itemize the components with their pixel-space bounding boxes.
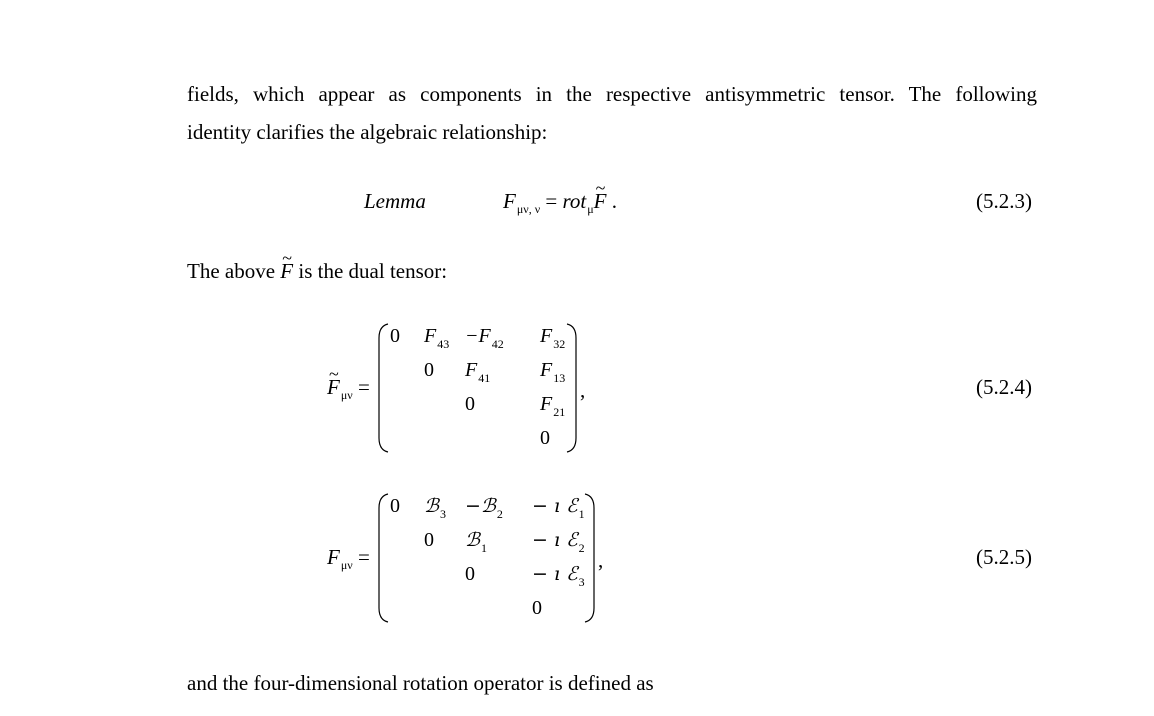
field-cell-r1-c1: 0 <box>390 495 400 517</box>
lemma-lhs-sub: μν, ν <box>516 202 541 216</box>
dual-cell-r1-c4: $F_{32}$ <box>540 325 566 351</box>
closing-line: and the four-dimensional rotation operator is defined as <box>187 671 654 695</box>
field-lhs <box>327 545 370 573</box>
dual-cell-r2-c3: $F_{41}$ <box>465 359 491 385</box>
field-cell-r4-c4: 0 <box>532 597 542 619</box>
dual-left-bracket <box>376 322 390 454</box>
dual-cell-r1-c1: 0 <box>390 325 400 347</box>
dual-sentence-post: is the dual tensor: <box>298 259 448 283</box>
dual-cell-r1-c2: $F_{43}$ <box>424 325 450 351</box>
lemma-equals: = <box>545 189 558 213</box>
lemma-label: Lemma <box>364 189 426 213</box>
dual-sentence-symbol: ~ F <box>280 259 293 284</box>
dual-sentence <box>187 259 447 284</box>
dual-lhs <box>327 375 370 403</box>
field-right-bracket <box>583 492 597 624</box>
field-cell-r1-c4: − ı ℰ$_1$ <box>532 495 585 521</box>
field-cell-r1-c3: −ℬ$_2$ <box>465 495 503 521</box>
dual-cell-r3-c3: 0 <box>465 393 475 415</box>
lemma-rot: rot <box>562 189 587 213</box>
field-equals: = <box>357 545 370 569</box>
dual-cell-r1-c3: $-F_{42}$ <box>465 325 504 351</box>
field-cell-r2-c2: 0 <box>424 529 434 551</box>
lemma-rot-sub: μ <box>587 202 594 216</box>
field-cell-r2-c4: − ı ℰ$_2$ <box>532 529 585 555</box>
lemma-period: . <box>611 189 617 213</box>
equation-number-5-2-5: (5.2.5) <box>976 545 1032 569</box>
dual-cell-r3-c4: $F_{21}$ <box>540 393 566 419</box>
equation-number-5-2-4: (5.2.4) <box>976 375 1032 399</box>
dual-equals: = <box>357 375 370 399</box>
lemma-dual-f: ~ F <box>594 189 607 214</box>
paragraph-line-1: fields, which appear as components in the respective antisymmetric tensor. The following <box>187 82 1037 106</box>
dual-cell-r4-c4: 0 <box>540 427 550 449</box>
field-comma: , <box>598 548 604 572</box>
field-lhs-sub: μν <box>340 558 353 572</box>
dual-lhs-f: ~ F <box>327 375 340 400</box>
paragraph-line-2: identity clarifies the algebraic relationship: <box>187 120 548 144</box>
dual-lhs-sub: μν <box>340 388 353 402</box>
dual-sentence-pre: The above <box>187 259 276 283</box>
field-cell-r3-c3: 0 <box>465 563 475 585</box>
dual-comma: , <box>580 378 586 402</box>
equation-number-5-2-3: (5.2.3) <box>976 189 1032 213</box>
field-lhs-f: F <box>327 545 340 569</box>
field-cell-r2-c3: ℬ$_1$ <box>465 529 487 555</box>
dual-cell-r2-c4: $F_{13}$ <box>540 359 566 385</box>
field-cell-r1-c2: ℬ$_3$ <box>424 495 446 521</box>
lemma-equation <box>503 189 617 217</box>
field-cell-r3-c4: − ı ℰ$_3$ <box>532 563 585 589</box>
dual-cell-r2-c2: 0 <box>424 359 434 381</box>
field-left-bracket <box>376 492 390 624</box>
lemma-lhs: F <box>503 189 516 213</box>
dual-right-bracket <box>565 322 579 454</box>
